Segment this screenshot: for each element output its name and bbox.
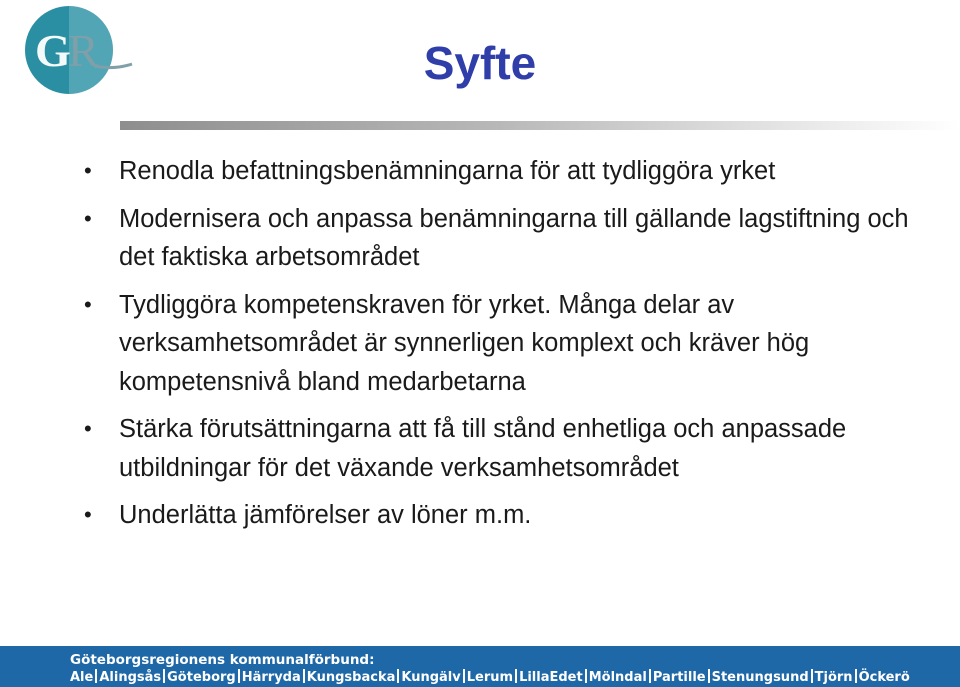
- bullet-item: [0, 200, 960, 277]
- bullet-dot-icon: •: [84, 416, 92, 441]
- footer-municipality: Kungsbacka: [306, 670, 396, 685]
- footer-municipality: Lerum: [466, 670, 514, 685]
- gr-logo: [22, 4, 134, 96]
- bullet-text: Modernisera och anpassa benämningarna till gällande lagstiftning och det faktiska arbetsområdet: [119, 204, 909, 271]
- footer-separator: [855, 669, 857, 683]
- footer-separator: [649, 669, 651, 683]
- bullet-text: Underlätta jämförelser av löner m.m.: [119, 501, 532, 529]
- footer-municipality: Mölndal: [588, 670, 647, 685]
- footer-municipality: Partille: [652, 670, 706, 685]
- footer-municipality: Göteborg: [167, 670, 236, 685]
- footer-municipality: Öckerö: [858, 670, 910, 685]
- bullet-item: [0, 286, 960, 402]
- bullet-dot-icon: •: [84, 158, 92, 183]
- footer-municipality: LillaEdet: [519, 670, 583, 685]
- footer-separator: [515, 669, 517, 683]
- footer-separator: [238, 669, 240, 683]
- footer-separator: [811, 669, 813, 683]
- bullet-text: Tydliggöra kompetenskraven för yrket. Många delar av verksamhetsområdet är synnerligen komplext och kräver hög kompetensnivå bland medarbetarna: [119, 290, 810, 396]
- bullet-dot-icon: •: [84, 502, 92, 527]
- footer-municipalities: [70, 669, 910, 685]
- footer-separator: [163, 669, 165, 683]
- bullet-dot-icon: •: [84, 291, 92, 317]
- footer-municipality: Härryda: [241, 670, 301, 685]
- bullet-item: [0, 496, 960, 535]
- footer-municipality: Alingsås: [99, 670, 162, 685]
- footer-separator: [397, 669, 399, 683]
- bullet-text: Renodla befattningsbenämningarna för att tydliggöra yrket: [119, 157, 776, 185]
- footer-separator: [463, 669, 465, 683]
- bullet-item: [0, 152, 960, 191]
- footer-municipality: Stenungsund: [711, 670, 809, 685]
- bullet-list: [0, 152, 960, 544]
- footer-municipality: Ale: [70, 670, 94, 685]
- footer-separator: [303, 669, 305, 683]
- title-divider: [120, 121, 960, 130]
- svg-text:G: G: [35, 25, 71, 76]
- svg-text:R: R: [68, 25, 99, 76]
- bullet-text: Stärka förutsättningarna att få till stånd enhetliga och anpassade utbildningar för det växande verksamhetsområdet: [119, 415, 847, 482]
- footer-municipality: Tjörn: [814, 670, 853, 685]
- footer-separator: [95, 669, 97, 683]
- bullet-item: [0, 410, 960, 487]
- footer-separator: [708, 669, 710, 683]
- footer-bar: [0, 646, 960, 687]
- bullet-dot-icon: •: [84, 205, 92, 231]
- footer-separator: [585, 669, 587, 683]
- footer-org: Göteborgsregionens kommunalförbund:: [70, 652, 375, 668]
- slide-title: Syfte: [423, 37, 537, 89]
- footer-municipality: Kungälv: [401, 670, 461, 685]
